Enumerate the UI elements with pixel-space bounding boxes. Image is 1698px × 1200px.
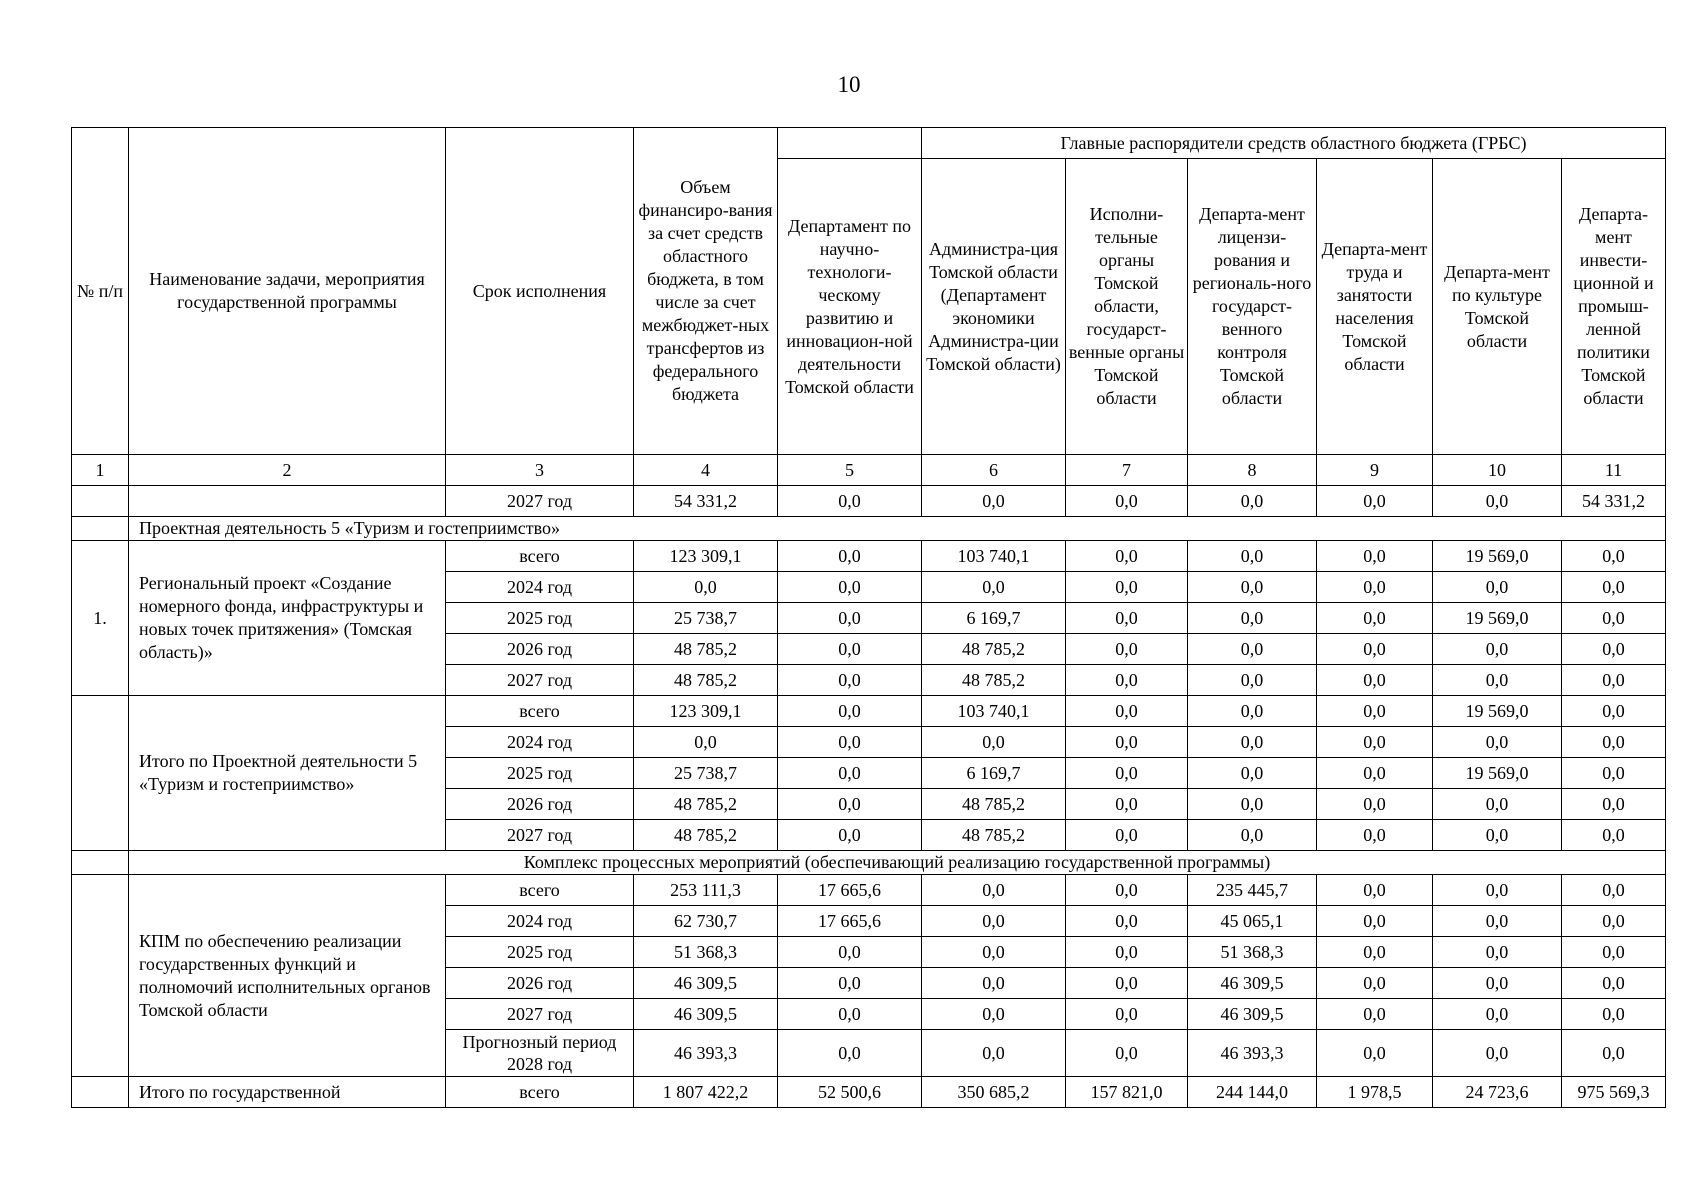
value-cell: 244 144,0 bbox=[1188, 1077, 1317, 1108]
period-cell: всего bbox=[446, 696, 634, 727]
value-cell: 0,0 bbox=[1188, 486, 1317, 517]
value-cell: 0,0 bbox=[922, 999, 1066, 1030]
value-cell: 6 169,7 bbox=[922, 758, 1066, 789]
value-cell: 46 309,5 bbox=[1188, 999, 1317, 1030]
value-cell: 0,0 bbox=[1066, 875, 1188, 906]
value-cell: 1 978,5 bbox=[1317, 1077, 1433, 1108]
value-cell: 0,0 bbox=[1317, 603, 1433, 634]
value-cell: 0,0 bbox=[1066, 486, 1188, 517]
index-cell: 2 bbox=[129, 455, 446, 486]
value-cell: 0,0 bbox=[1317, 789, 1433, 820]
header-col-dept-culture: Департа-мент по культуре Томской области bbox=[1433, 159, 1562, 455]
value-cell: 46 309,5 bbox=[1188, 968, 1317, 999]
header-col-dept-labor: Департа-мент труда и занятости населения Томской области bbox=[1317, 159, 1433, 455]
value-cell: 0,0 bbox=[1188, 665, 1317, 696]
value-cell: 0,0 bbox=[1562, 906, 1666, 937]
value-cell: 17 665,6 bbox=[778, 906, 922, 937]
value-cell: 0,0 bbox=[1066, 603, 1188, 634]
header-col-dept-science: Департамент по научно-технологи-ческому развитию и инновацион-ной деятельности Томской области bbox=[778, 159, 922, 455]
header-col-period: Срок исполнения bbox=[446, 128, 634, 455]
value-cell: 123 309,1 bbox=[634, 696, 778, 727]
value-cell: 0,0 bbox=[1317, 1030, 1433, 1077]
value-cell: 0,0 bbox=[778, 820, 922, 851]
value-cell: 19 569,0 bbox=[1433, 696, 1562, 727]
value-cell: 0,0 bbox=[922, 572, 1066, 603]
value-cell: 0,0 bbox=[778, 603, 922, 634]
value-cell: 0,0 bbox=[1433, 665, 1562, 696]
value-cell: 0,0 bbox=[1188, 727, 1317, 758]
value-cell: 51 368,3 bbox=[1188, 937, 1317, 968]
value-cell: 0,0 bbox=[1317, 999, 1433, 1030]
index-row bbox=[72, 455, 1666, 486]
header-col-number: № п/п bbox=[72, 128, 129, 455]
index-cell: 5 bbox=[778, 455, 922, 486]
value-cell: 25 738,7 bbox=[634, 758, 778, 789]
grand-total-name: Итого по государственной bbox=[129, 1077, 446, 1108]
value-cell: 54 331,2 bbox=[1562, 486, 1666, 517]
value-cell: 48 785,2 bbox=[634, 789, 778, 820]
value-cell: 0,0 bbox=[778, 541, 922, 572]
value-cell: 0,0 bbox=[778, 572, 922, 603]
period-cell: всего bbox=[446, 541, 634, 572]
value-cell: 0,0 bbox=[922, 875, 1066, 906]
value-cell: 48 785,2 bbox=[634, 820, 778, 851]
value-cell: 157 821,0 bbox=[1066, 1077, 1188, 1108]
period-cell: Прогнозный период 2028 год bbox=[446, 1030, 634, 1077]
period-cell: 2024 год bbox=[446, 572, 634, 603]
top-row bbox=[72, 486, 1666, 517]
value-cell: 0,0 bbox=[1433, 875, 1562, 906]
section1-title: Проектная деятельность 5 «Туризм и гостеприимство» bbox=[129, 517, 1666, 541]
value-cell: 19 569,0 bbox=[1433, 758, 1562, 789]
value-cell: 0,0 bbox=[1317, 696, 1433, 727]
value-cell: 0,0 bbox=[1188, 758, 1317, 789]
value-cell: 235 445,7 bbox=[1188, 875, 1317, 906]
value-cell: 0,0 bbox=[778, 486, 922, 517]
header-row-1 bbox=[72, 128, 1666, 159]
value-cell: 103 740,1 bbox=[922, 541, 1066, 572]
period-cell: 2026 год bbox=[446, 789, 634, 820]
value-cell: 0,0 bbox=[1317, 572, 1433, 603]
value-cell: 0,0 bbox=[1433, 1030, 1562, 1077]
grand-total-row bbox=[72, 1077, 1666, 1108]
subtotal-row bbox=[72, 696, 1666, 727]
value-cell: 0,0 bbox=[1066, 696, 1188, 727]
value-cell: 0,0 bbox=[1433, 937, 1562, 968]
value-cell: 0,0 bbox=[1066, 758, 1188, 789]
value-cell: 0,0 bbox=[1562, 820, 1666, 851]
value-cell: 0,0 bbox=[778, 789, 922, 820]
period-cell: 2027 год bbox=[446, 486, 634, 517]
value-cell: 0,0 bbox=[1188, 634, 1317, 665]
section-title-row bbox=[72, 851, 1666, 875]
period-cell: 2027 год bbox=[446, 999, 634, 1030]
index-cell: 6 bbox=[922, 455, 1066, 486]
value-cell: 0,0 bbox=[1433, 634, 1562, 665]
value-cell: 0,0 bbox=[1562, 758, 1666, 789]
value-cell: 0,0 bbox=[1433, 789, 1562, 820]
value-cell: 0,0 bbox=[1066, 634, 1188, 665]
value-cell: 0,0 bbox=[778, 758, 922, 789]
value-cell: 48 785,2 bbox=[922, 789, 1066, 820]
value-cell: 103 740,1 bbox=[922, 696, 1066, 727]
value-cell: 48 785,2 bbox=[634, 634, 778, 665]
header-col-dept-investment: Департа-мент инвести-ционной и промыш-ленной политики Томской области bbox=[1562, 159, 1666, 455]
value-cell: 0,0 bbox=[1317, 820, 1433, 851]
value-cell: 0,0 bbox=[1317, 758, 1433, 789]
value-cell: 48 785,2 bbox=[922, 665, 1066, 696]
value-cell: 0,0 bbox=[922, 968, 1066, 999]
value-cell: 52 500,6 bbox=[778, 1077, 922, 1108]
period-cell: 2025 год bbox=[446, 937, 634, 968]
value-cell: 0,0 bbox=[922, 486, 1066, 517]
period-cell: 2027 год bbox=[446, 665, 634, 696]
header-col-administration: Администра-ция Томской области (Департамент экономики Администра-ции Томской области) bbox=[922, 159, 1066, 455]
value-cell: 0,0 bbox=[778, 665, 922, 696]
kpm-name: КПМ по обеспечению реализации государственных функций и полномочий исполнительных органов Томской области bbox=[129, 875, 446, 1077]
value-cell: 62 730,7 bbox=[634, 906, 778, 937]
header-col-total: Объем финансиро-вания за счет средств областного бюджета, в том числе за счет межбюджет-ных трансфертов из федерального бюджета bbox=[634, 128, 778, 455]
value-cell: 0,0 bbox=[1317, 665, 1433, 696]
index-cell: 3 bbox=[446, 455, 634, 486]
value-cell: 48 785,2 bbox=[634, 665, 778, 696]
value-cell: 0,0 bbox=[1188, 820, 1317, 851]
value-cell: 0,0 bbox=[778, 696, 922, 727]
period-cell: 2026 год bbox=[446, 634, 634, 665]
value-cell: 25 738,7 bbox=[634, 603, 778, 634]
value-cell: 45 065,1 bbox=[1188, 906, 1317, 937]
value-cell: 0,0 bbox=[1066, 572, 1188, 603]
value-cell: 0,0 bbox=[1188, 696, 1317, 727]
value-cell: 0,0 bbox=[634, 727, 778, 758]
period-cell: 2025 год bbox=[446, 758, 634, 789]
value-cell: 0,0 bbox=[1562, 727, 1666, 758]
value-cell: 51 368,3 bbox=[634, 937, 778, 968]
value-cell: 0,0 bbox=[1066, 1030, 1188, 1077]
value-cell: 0,0 bbox=[1562, 634, 1666, 665]
value-cell: 0,0 bbox=[1317, 937, 1433, 968]
value-cell: 0,0 bbox=[1066, 665, 1188, 696]
value-cell: 0,0 bbox=[1562, 789, 1666, 820]
value-cell: 0,0 bbox=[778, 634, 922, 665]
value-cell: 0,0 bbox=[1433, 968, 1562, 999]
value-cell: 0,0 bbox=[1188, 603, 1317, 634]
budget-table bbox=[71, 127, 1666, 1108]
project-name: Региональный проект «Создание номерного фонда, инфраструктуры и новых точек притяжения» (Томская область)» bbox=[129, 541, 446, 696]
value-cell: 0,0 bbox=[778, 937, 922, 968]
value-cell: 0,0 bbox=[1433, 727, 1562, 758]
value-cell: 975 569,3 bbox=[1562, 1077, 1666, 1108]
header-grbs-group: Главные распорядители средств областного бюджета (ГРБС) bbox=[922, 128, 1666, 159]
value-cell: 0,0 bbox=[1562, 572, 1666, 603]
value-cell: 0,0 bbox=[1066, 999, 1188, 1030]
index-cell: 7 bbox=[1066, 455, 1188, 486]
value-cell: 0,0 bbox=[1433, 486, 1562, 517]
value-cell: 0,0 bbox=[1562, 968, 1666, 999]
value-cell: 19 569,0 bbox=[1433, 603, 1562, 634]
value-cell: 48 785,2 bbox=[922, 634, 1066, 665]
value-cell: 0,0 bbox=[1317, 906, 1433, 937]
value-cell: 0,0 bbox=[1188, 541, 1317, 572]
value-cell: 46 309,5 bbox=[634, 968, 778, 999]
period-cell: всего bbox=[446, 875, 634, 906]
value-cell: 0,0 bbox=[778, 999, 922, 1030]
value-cell: 0,0 bbox=[1433, 906, 1562, 937]
section2-title: Комплекс процессных мероприятий (обеспечивающий реализацию государственной программы) bbox=[129, 851, 1666, 875]
value-cell: 0,0 bbox=[1066, 906, 1188, 937]
value-cell: 0,0 bbox=[1066, 820, 1188, 851]
value-cell: 48 785,2 bbox=[922, 820, 1066, 851]
value-cell: 0,0 bbox=[1562, 875, 1666, 906]
value-cell: 0,0 bbox=[1317, 727, 1433, 758]
index-cell: 1 bbox=[72, 455, 129, 486]
header-col-blank bbox=[778, 128, 922, 159]
value-cell: 0,0 bbox=[1066, 727, 1188, 758]
page-number: 10 bbox=[837, 72, 861, 97]
header-col-dept-licensing: Департа-мент лицензи-рования и региональ-ного государст-венного контроля Томской области bbox=[1188, 159, 1317, 455]
value-cell: 0,0 bbox=[778, 968, 922, 999]
value-cell: 0,0 bbox=[1066, 937, 1188, 968]
period-cell: 2025 год bbox=[446, 603, 634, 634]
value-cell: 350 685,2 bbox=[922, 1077, 1066, 1108]
value-cell: 0,0 bbox=[1066, 541, 1188, 572]
kpm-row bbox=[72, 875, 1666, 906]
value-cell: 0,0 bbox=[1562, 999, 1666, 1030]
value-cell: 0,0 bbox=[922, 1030, 1066, 1077]
value-cell: 6 169,7 bbox=[922, 603, 1066, 634]
value-cell: 0,0 bbox=[778, 727, 922, 758]
value-cell: 24 723,6 bbox=[1433, 1077, 1562, 1108]
value-cell: 0,0 bbox=[1066, 968, 1188, 999]
value-cell: 19 569,0 bbox=[1433, 541, 1562, 572]
value-cell: 46 309,5 bbox=[634, 999, 778, 1030]
index-cell: 8 bbox=[1188, 455, 1317, 486]
index-cell: 4 bbox=[634, 455, 778, 486]
value-cell: 0,0 bbox=[1188, 572, 1317, 603]
value-cell: 0,0 bbox=[922, 727, 1066, 758]
value-cell: 0,0 bbox=[1562, 603, 1666, 634]
value-cell: 0,0 bbox=[1433, 572, 1562, 603]
value-cell: 0,0 bbox=[1562, 665, 1666, 696]
value-cell: 253 111,3 bbox=[634, 875, 778, 906]
value-cell: 123 309,1 bbox=[634, 541, 778, 572]
value-cell: 0,0 bbox=[1562, 541, 1666, 572]
header-col-name: Наименование задачи, мероприятия государственной программы bbox=[129, 128, 446, 455]
value-cell: 0,0 bbox=[1433, 999, 1562, 1030]
value-cell: 46 393,3 bbox=[1188, 1030, 1317, 1077]
value-cell: 17 665,6 bbox=[778, 875, 922, 906]
period-cell: всего bbox=[446, 1077, 634, 1108]
subtotal-name: Итого по Проектной деятельности 5 «Туризм и гостеприимство» bbox=[129, 696, 446, 851]
value-cell: 0,0 bbox=[1317, 968, 1433, 999]
value-cell: 1 807 422,2 bbox=[634, 1077, 778, 1108]
value-cell: 0,0 bbox=[1562, 937, 1666, 968]
value-cell: 0,0 bbox=[1317, 541, 1433, 572]
value-cell: 0,0 bbox=[778, 1030, 922, 1077]
value-cell: 0,0 bbox=[1317, 875, 1433, 906]
value-cell: 0,0 bbox=[1562, 696, 1666, 727]
value-cell: 0,0 bbox=[1317, 634, 1433, 665]
number-cell bbox=[72, 875, 129, 1077]
value-cell: 0,0 bbox=[1433, 820, 1562, 851]
section-title-row bbox=[72, 517, 1666, 541]
value-cell: 0,0 bbox=[1066, 789, 1188, 820]
index-cell: 10 bbox=[1433, 455, 1562, 486]
header-col-executive-bodies: Исполни-тельные органы Томской области, государст-венные органы Томской области bbox=[1066, 159, 1188, 455]
index-cell: 9 bbox=[1317, 455, 1433, 486]
number-cell bbox=[72, 696, 129, 851]
value-cell: 0,0 bbox=[634, 572, 778, 603]
period-cell: 2027 год bbox=[446, 820, 634, 851]
period-cell: 2026 год bbox=[446, 968, 634, 999]
value-cell: 0,0 bbox=[1188, 789, 1317, 820]
period-cell: 2024 год bbox=[446, 906, 634, 937]
value-cell: 0,0 bbox=[922, 937, 1066, 968]
value-cell: 54 331,2 bbox=[634, 486, 778, 517]
value-cell: 0,0 bbox=[1562, 1030, 1666, 1077]
period-cell: 2024 год bbox=[446, 727, 634, 758]
value-cell: 0,0 bbox=[922, 906, 1066, 937]
project-number: 1. bbox=[72, 541, 129, 696]
value-cell: 0,0 bbox=[1317, 486, 1433, 517]
value-cell: 46 393,3 bbox=[634, 1030, 778, 1077]
project-row bbox=[72, 541, 1666, 572]
index-cell: 11 bbox=[1562, 455, 1666, 486]
